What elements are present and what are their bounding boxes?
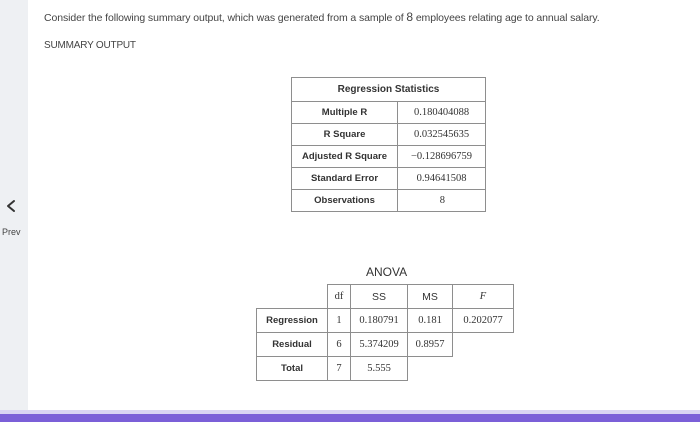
summary-title: SUMMARY OUTPUT [44,40,136,51]
cell-ms: 0.181 [408,309,453,333]
stat-label: Multiple R [292,102,398,124]
table-row [292,146,486,168]
anova-table [256,284,514,381]
header-ms: MS [408,285,453,309]
anova-title: ANOVA [366,265,408,279]
cell-f [453,333,514,357]
stat-label: Standard Error [292,168,398,190]
header-df: df [328,285,351,309]
cell-f: 0.202077 [453,309,514,333]
cell-ms: 0.8957 [408,333,453,357]
stat-value: 0.180404088 [398,102,486,124]
stat-value: 0.032545635 [398,124,486,146]
stat-label: R Square [292,124,398,146]
table-header-row [292,78,486,102]
row-label: Total [257,357,328,381]
cell-ss: 5.555 [351,357,408,381]
regression-statistics-table [291,77,486,212]
table-row [257,357,514,381]
stat-label: Observations [292,190,398,212]
header-ss: SS [351,285,408,309]
table-row [292,124,486,146]
chevron-left-icon[interactable] [4,199,18,213]
cell-f [453,357,514,381]
question-text [44,10,600,24]
row-label: Residual [257,333,328,357]
table-row [257,333,514,357]
cell-ss: 0.180791 [351,309,408,333]
stat-value: 8 [398,190,486,212]
prev-link[interactable]: Prev [2,227,21,237]
stat-label: Adjusted R Square [292,146,398,168]
cell-df: 7 [328,357,351,381]
question-text-before: Consider the following summary output, which was generated from a sample of [44,12,407,24]
blank-cell [257,285,328,309]
table-row [292,168,486,190]
table-header-row [257,285,514,309]
row-label: Regression [257,309,328,333]
table-row [257,309,514,333]
question-text-after: employees relating age to annual salary. [413,12,600,24]
cell-df: 1 [328,309,351,333]
table-row [292,190,486,212]
stat-value: 0.94641508 [398,168,486,190]
header-f: F [453,285,514,309]
cell-ms [408,357,453,381]
regression-statistics-header: Regression Statistics [292,78,486,102]
stat-value: −0.128696759 [398,146,486,168]
cell-ss: 5.374209 [351,333,408,357]
table-row [292,102,486,124]
bottom-accent-bar [0,414,700,422]
cell-df: 6 [328,333,351,357]
sample-size: 8 [406,10,413,24]
